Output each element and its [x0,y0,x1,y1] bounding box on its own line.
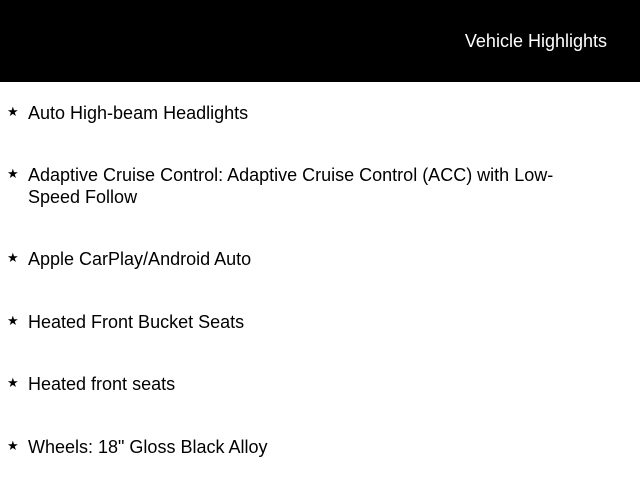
feature-label: Adaptive Cruise Control: Adaptive Cruise Control (ACC) with Low-Speed Follow [28,165,554,207]
feature-label: Heated Front Bucket Seats [28,312,245,332]
star-icon: ★ [7,104,19,119]
star-icon: ★ [7,375,19,390]
feature-label: Apple CarPlay/Android Auto [28,249,252,269]
star-icon: ★ [7,438,19,453]
star-icon: ★ [7,166,19,181]
header-bar [0,0,640,82]
feature-label: Wheels: 18" Gloss Black Alloy [28,437,268,457]
star-icon: ★ [7,250,19,265]
star-icon: ★ [7,313,19,328]
feature-label: Auto High-beam Headlights [28,103,249,123]
header-title: Vehicle Highlights [464,31,607,51]
feature-label: Heated front seats [28,374,176,394]
